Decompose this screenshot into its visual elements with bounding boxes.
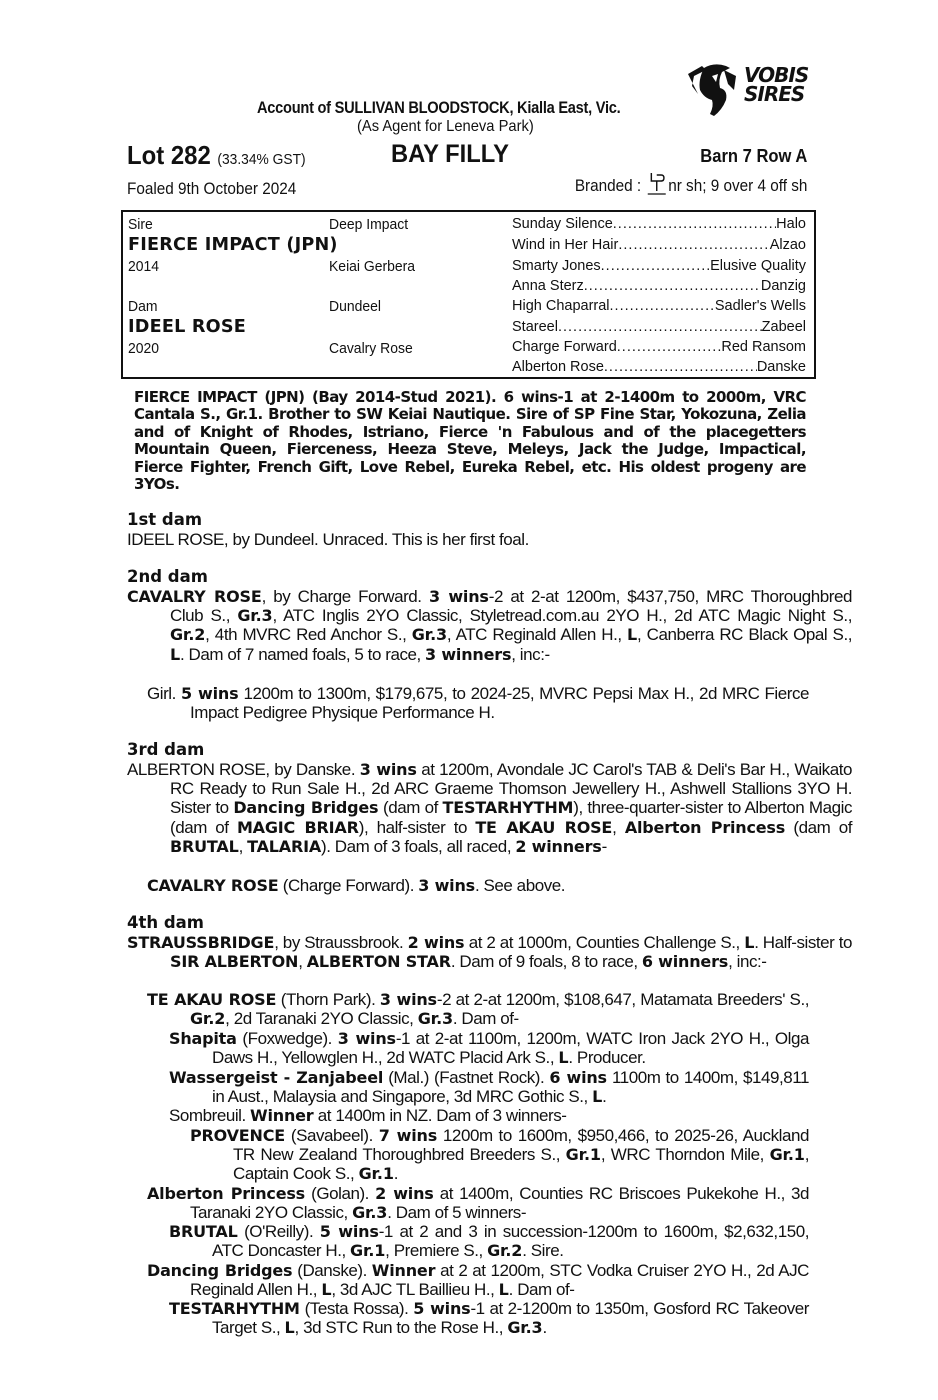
vendor-account-line bbox=[257, 98, 620, 118]
text-run: at 1200m, Avondale JC Carol's TAB & Deli's Bar H., Waikato RC Ready to Run Sale H., 2d ARC Graeme Thomson Jewellery H., Ashwell Stallions 3YO H. Sister to bbox=[170, 760, 852, 818]
text-run: (Danske). bbox=[292, 1261, 372, 1280]
bold-run: Gr.3 bbox=[411, 625, 447, 645]
bold-run: 3 wins bbox=[418, 876, 475, 895]
horse-jockey-logo-icon bbox=[684, 60, 744, 118]
text-run: . Dam of 5 winners- bbox=[387, 1203, 527, 1223]
bold-run: L bbox=[321, 1280, 332, 1300]
text-run: ). Dam of 3 foals, all raced, bbox=[321, 836, 516, 856]
barn-location: Barn 7 Row A bbox=[699, 146, 807, 166]
text-run: Girl. bbox=[147, 684, 181, 703]
text-run: (Foxwedge). bbox=[236, 1029, 338, 1048]
text-run: at 2 at 1000m, Counties Challenge S., bbox=[464, 933, 745, 952]
bold-run: ALBERTON STAR bbox=[306, 952, 451, 972]
pedigree-table bbox=[121, 210, 816, 379]
pedigree-gen3-row bbox=[512, 298, 806, 314]
logo-line-2: SIRES bbox=[744, 82, 805, 106]
bold-run: L bbox=[558, 1048, 569, 1068]
text-run: . Dam of 7 named foals, 5 to race, bbox=[180, 644, 426, 664]
lot-header bbox=[127, 140, 807, 170]
bold-run: 5 wins bbox=[413, 1299, 471, 1318]
text-run: (Charge Forward). bbox=[278, 876, 419, 895]
vobis-sires-logo bbox=[684, 60, 824, 118]
text-run: (dam of bbox=[378, 798, 443, 818]
gen3-sire: Sunday Silence bbox=[512, 216, 613, 232]
text-run: . Dam of- bbox=[508, 1280, 575, 1300]
text-run: at 1400m, Counties RC Briscoes Pukekohe H., 3d Taranaki 2YO Classic, bbox=[190, 1184, 810, 1223]
dam-dam: Cavalry Rose bbox=[329, 340, 413, 357]
bold-run: Alberton Princess bbox=[624, 817, 786, 837]
bold-run: Wassergeist - Zanjabeel bbox=[169, 1068, 384, 1087]
sire-label: Sire bbox=[128, 216, 153, 233]
bold-run: CAVALRY ROSE bbox=[127, 587, 262, 606]
bold-run: Gr.1 bbox=[565, 1145, 601, 1165]
fourth-dam-progeny bbox=[127, 1106, 809, 1125]
text-run: , ATC Reginald Allen H., bbox=[446, 625, 628, 645]
text-run: , Canberra RC Black Opal S., bbox=[637, 625, 852, 645]
leader-dots bbox=[601, 258, 710, 274]
text-run: 1200m to 1600m, $950,466, to 2025-26, Auckland TR New Zealand Thoroughbred Breeders S., bbox=[233, 1126, 809, 1165]
third-dam-heading: 3rd dam bbox=[127, 740, 205, 759]
bold-run: Gr.1 bbox=[350, 1241, 386, 1261]
sire-sire: Deep Impact bbox=[329, 216, 409, 233]
gen3-grandsire: Alzao bbox=[769, 237, 806, 253]
bold-run: TESTARHYTHM bbox=[169, 1299, 300, 1318]
dam-sire: Dundeel bbox=[329, 298, 381, 315]
text-run: , ATC Inglis 2YO Classic, Styletread.com.au 2YO H., 2d ATC Magic Night S., bbox=[272, 606, 852, 626]
text-run: . bbox=[602, 1087, 607, 1107]
pedigree-gen3-row bbox=[512, 319, 806, 335]
gen3-grandsire: Zabeel bbox=[761, 319, 806, 335]
bold-run: Gr.3 bbox=[237, 606, 273, 626]
bold-run: 3 wins bbox=[359, 760, 417, 779]
bold-run: 3 wins bbox=[337, 1029, 396, 1048]
bold-run: L bbox=[498, 1280, 509, 1300]
text-run: -2 at 2-at 1200m, $437,750, MRC Thoroughbred Club S., bbox=[170, 587, 852, 626]
bold-run: BRUTAL bbox=[170, 836, 239, 856]
fourth-dam-heading: 4th dam bbox=[127, 913, 204, 932]
bold-run: 6 wins bbox=[549, 1068, 607, 1087]
pedigree-gen3-row bbox=[512, 258, 806, 274]
text-run: (dam of bbox=[785, 817, 853, 837]
bold-run: TE AKAU ROSE bbox=[475, 817, 613, 837]
bold-run: L bbox=[744, 933, 755, 952]
pedigree-gen3-row bbox=[512, 339, 806, 355]
pedigree-gen3-row bbox=[512, 359, 806, 375]
sire-summary: FIERCE IMPACT (JPN) (Bay 2014-Stud 2021). 6 wins-1 at 2-1400m to 2000m, VRC Cantala S., Gr.1. Brother to SW Keiai Nautique. Sire of SP Fine Star, Yokozuna, Zelia and of Knight of Rhodes, Istriano, Fierce 'n Fabulous and of the placegetters Mountain Queen, Fierceness, Heeza Steve, Meleys, Jack the Judge, Impactical, Fierce Fighter, French Gift, Love Rebel, Eureka Rebel, etc. His oldest progeny are 3YOs. bbox=[134, 388, 806, 494]
sire-name: FIERCE IMPACT (JPN) bbox=[128, 234, 338, 255]
pedigree-gen3-row bbox=[512, 237, 806, 253]
text-run: , by Charge Forward. bbox=[261, 587, 429, 606]
bold-run: MAGIC BRIAR bbox=[236, 817, 359, 837]
bold-run: 3 wins bbox=[428, 587, 489, 606]
gen3-grandsire: Red Ransom bbox=[721, 339, 806, 355]
bold-run: Winner bbox=[371, 1261, 436, 1280]
bold-run: TESTARHYTHM bbox=[442, 798, 574, 818]
bold-run: 3 winners bbox=[425, 644, 512, 664]
bold-run: SIR ALBERTON bbox=[170, 952, 299, 972]
gen3-grandsire: Sadler's Wells bbox=[714, 298, 806, 314]
bold-run: Gr.3 bbox=[417, 1009, 453, 1029]
bold-run: Gr.3 bbox=[507, 1318, 543, 1338]
text-run: , by Straussbrook. bbox=[274, 933, 408, 952]
text-run: (Mal.) (Fastnet Rock). bbox=[383, 1068, 550, 1087]
pedigree-gen3-row bbox=[512, 216, 806, 232]
logo-line-1: VOBIS bbox=[744, 63, 809, 87]
bold-run: STRAUSSBRIDGE bbox=[127, 933, 275, 952]
text-run: . Half-sister to bbox=[754, 933, 852, 952]
gen3-dam: Alberton Rose bbox=[512, 359, 604, 375]
bold-run: L bbox=[170, 644, 180, 664]
bold-run: Alberton Princess bbox=[147, 1184, 305, 1203]
pedigree-gen3-row bbox=[512, 278, 806, 294]
bold-run: Shapita bbox=[169, 1029, 237, 1048]
leader-dots bbox=[610, 298, 715, 314]
second-dam-text bbox=[127, 587, 852, 664]
bold-run: Gr.1 bbox=[769, 1145, 805, 1165]
dam-label: Dam bbox=[128, 298, 158, 315]
text-run: , bbox=[238, 836, 248, 856]
bold-run: Gr.2 bbox=[190, 1009, 226, 1029]
text-run: ), half-sister to bbox=[358, 817, 476, 837]
fourth-dam-progeny bbox=[127, 1299, 809, 1337]
bold-run: L bbox=[284, 1318, 295, 1338]
fourth-dam-progeny bbox=[127, 1261, 809, 1299]
text-run: at 1400m in NZ. Dam of 3 winners- bbox=[313, 1106, 567, 1125]
fourth-dam-progeny bbox=[127, 1222, 809, 1260]
bold-run: 5 wins bbox=[180, 684, 239, 703]
third-dam-progeny bbox=[127, 876, 809, 895]
bold-run: 2 wins bbox=[375, 1184, 434, 1203]
text-run: , inc:- bbox=[511, 644, 550, 664]
foaled-date: Foaled 9th October 2024 bbox=[127, 179, 297, 198]
brand-mark-icon bbox=[646, 172, 666, 196]
text-run: (Thorn Park). bbox=[276, 990, 380, 1009]
gen3-dam: Stareel bbox=[512, 319, 558, 335]
branded-text: nr sh; 9 over 4 off sh bbox=[667, 176, 807, 195]
bold-run: 2 wins bbox=[407, 933, 465, 952]
leader-dots bbox=[618, 237, 769, 253]
vendor-name: SULLIVAN BLOODSTOCK, Kialla East, Vic. bbox=[334, 98, 621, 117]
text-run: , 2d Taranaki 2YO Classic, bbox=[225, 1009, 418, 1029]
gen3-sire: Smarty Jones bbox=[512, 258, 601, 274]
lot-description: BAY FILLY bbox=[391, 140, 509, 168]
bold-run: Gr.2 bbox=[487, 1241, 523, 1261]
text-run: , Premiere S., bbox=[385, 1241, 488, 1261]
bold-run: PROVENCE bbox=[190, 1126, 285, 1145]
text-run: . Producer. bbox=[568, 1048, 646, 1068]
agent-line: (As Agent for Leneva Park) bbox=[357, 118, 534, 135]
text-run: , Captain Cook S., bbox=[233, 1145, 810, 1184]
text-run: (Testa Rossa). bbox=[299, 1299, 414, 1318]
sire-dam: Keiai Gerbera bbox=[329, 258, 416, 275]
bold-run: Dancing Bridges bbox=[233, 798, 379, 818]
bold-run: Gr.2 bbox=[170, 625, 206, 645]
text-run: , bbox=[612, 817, 625, 837]
bold-run: TE AKAU ROSE bbox=[147, 990, 277, 1009]
leader-dots bbox=[604, 359, 757, 375]
text-run: -1 at 2-1200m to 1350m, Gosford RC Takeover Target S., bbox=[212, 1299, 809, 1338]
gen3-grandsire: Danzig bbox=[760, 278, 806, 294]
bold-run: TALARIA bbox=[247, 836, 321, 856]
text-run: . bbox=[542, 1318, 547, 1338]
text-run: 1100m to 1400m, $149,811 in Aust., Malaysia and Singapore, 3d MRC Gothic S., bbox=[212, 1068, 809, 1107]
text-run: -1 at 2-at 1100m, 1200m, WATC Iron Jack 2YO H., Olga Daws H., Yellowglen H., 2d WATC Placid Ark S., bbox=[212, 1029, 809, 1068]
bold-run: 3 wins bbox=[379, 990, 437, 1009]
bold-run: BRUTAL bbox=[169, 1222, 238, 1241]
fourth-dam-text bbox=[127, 933, 852, 971]
bold-run: 7 wins bbox=[378, 1126, 438, 1145]
text-run: (O'Reilly). bbox=[237, 1222, 320, 1241]
leader-dots bbox=[613, 216, 776, 232]
text-run: , WRC Thorndon Mile, bbox=[600, 1145, 770, 1165]
text-run: at 2 at 1200m, STC Vodka Cruiser 2YO H., 2d AJC Reginald Allen H., bbox=[190, 1261, 809, 1300]
fourth-dam-progeny bbox=[127, 1029, 809, 1067]
bold-run: 2 winners bbox=[515, 836, 602, 856]
bold-run: 6 winners bbox=[641, 952, 729, 972]
lot-label: Lot 282 bbox=[127, 140, 211, 170]
first-dam-text: IDEEL ROSE, by Dundeel. Unraced. This is her first foal. bbox=[127, 530, 529, 549]
text-run: ), three-quarter-sister to Alberton Magic (dam of bbox=[170, 798, 852, 837]
gen3-sire: Charge Forward bbox=[512, 339, 617, 355]
text-run: , 3d AJC TL Baillieu H., bbox=[331, 1280, 499, 1300]
text-run: . Sire. bbox=[522, 1241, 564, 1261]
text-run: . Dam of- bbox=[452, 1009, 519, 1029]
bold-run: L bbox=[592, 1087, 603, 1107]
gen3-grandsire: Elusive Quality bbox=[710, 258, 806, 274]
gen3-grandsire: Halo bbox=[776, 216, 806, 232]
text-run: . bbox=[393, 1164, 399, 1184]
fourth-dam-progeny bbox=[127, 990, 809, 1028]
dam-year: 2020 bbox=[128, 340, 160, 357]
bold-run: CAVALRY ROSE bbox=[147, 876, 279, 895]
text-run: (Golan). bbox=[305, 1184, 376, 1203]
bold-run: Winner bbox=[250, 1106, 314, 1125]
text-run: . Dam of 9 foals, 8 to race, bbox=[450, 952, 642, 972]
bold-run: Gr.3 bbox=[352, 1203, 388, 1223]
text-run: Sombreuil. bbox=[169, 1106, 251, 1125]
leader-dots bbox=[558, 319, 762, 335]
text-run: , 3d STC Run to the Rose H., bbox=[294, 1318, 508, 1338]
bold-run: Dancing Bridges bbox=[147, 1261, 293, 1280]
text-run: , 4th MVRC Red Anchor S., bbox=[205, 625, 412, 645]
second-dam-progeny bbox=[127, 684, 809, 722]
text-run: -2 at 2-at 1200m, $108,647, Matamata Breeders' S., bbox=[436, 990, 809, 1009]
branded-line bbox=[574, 172, 807, 196]
gen3-dam: Anna Sterz bbox=[512, 278, 584, 294]
gst-note: (33.34% GST) bbox=[217, 151, 306, 168]
lot-number bbox=[127, 140, 306, 171]
leader-dots bbox=[617, 339, 722, 355]
text-run: , bbox=[298, 952, 307, 972]
branded-label: Branded : bbox=[574, 176, 641, 195]
text-run: (Savabeel). bbox=[285, 1126, 379, 1145]
bold-run: 5 wins bbox=[319, 1222, 379, 1241]
gen3-dam: Wind in Her Hair bbox=[512, 237, 619, 253]
account-prefix: Account of bbox=[257, 98, 335, 117]
text-run: ALBERTON ROSE, by Danske. bbox=[127, 760, 360, 779]
text-run: -1 at 2 and 3 in succession-1200m to 1600m, $2,632,150, ATC Doncaster H., bbox=[212, 1222, 809, 1261]
fourth-dam-progeny bbox=[127, 1068, 809, 1106]
text-run: - bbox=[601, 836, 607, 856]
bold-run: Gr.1 bbox=[358, 1164, 394, 1184]
third-dam-text bbox=[127, 760, 852, 856]
second-dam-heading: 2nd dam bbox=[127, 567, 208, 586]
text-run: , inc:- bbox=[728, 952, 767, 972]
text-run: 1200m to 1300m, $179,675, to 2024-25, MVRC Pepsi Max H., 2d MRC Fierce Impact Pedigree Physique Performance H. bbox=[190, 684, 810, 723]
bold-run: L bbox=[627, 625, 638, 645]
sire-year: 2014 bbox=[128, 258, 160, 275]
leader-dots bbox=[584, 278, 761, 294]
logo-wordmark bbox=[744, 63, 809, 106]
text-run: . See above. bbox=[474, 876, 566, 895]
gen3-grandsire: Danske bbox=[756, 359, 806, 375]
fourth-dam-progeny bbox=[127, 1184, 809, 1222]
gen3-sire: High Chaparral bbox=[512, 298, 610, 314]
fourth-dam-progeny bbox=[127, 1126, 809, 1184]
first-dam-heading: 1st dam bbox=[127, 510, 203, 529]
dam-name: IDEEL ROSE bbox=[128, 316, 246, 337]
